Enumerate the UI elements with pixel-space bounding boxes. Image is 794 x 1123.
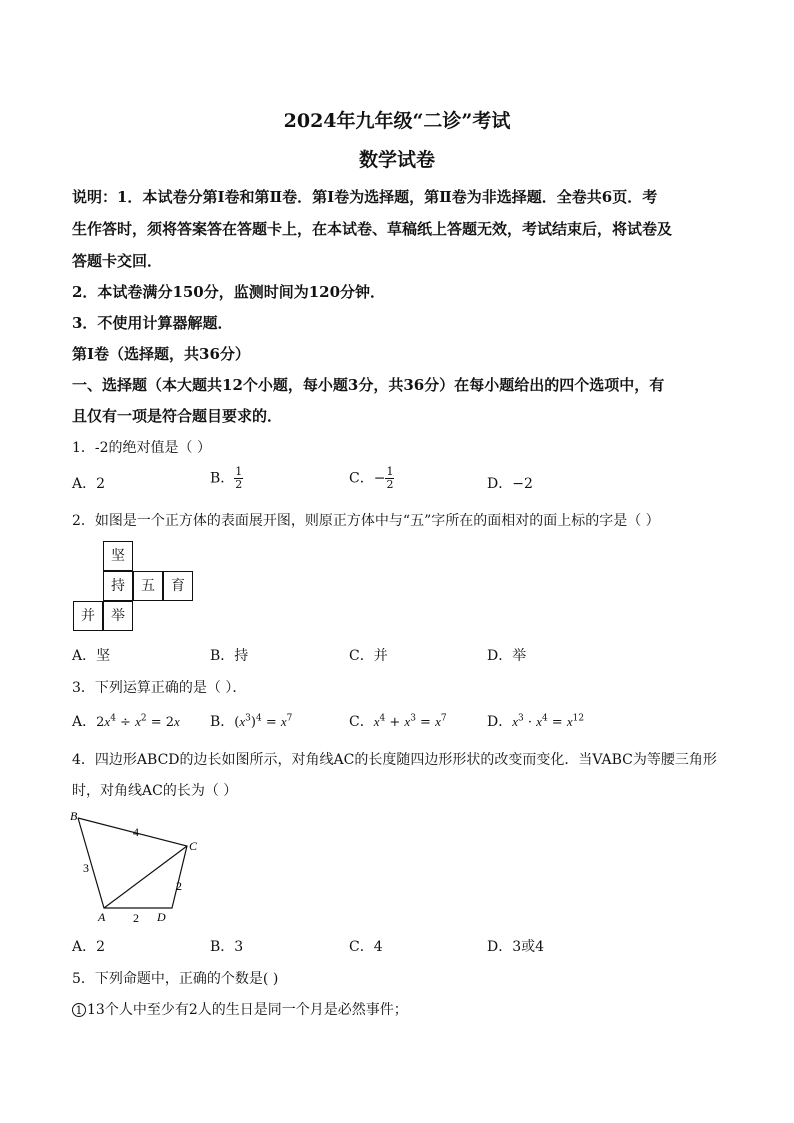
net-cell: 并 [73, 601, 103, 631]
instruction-line: 3．不使用计算器解题． [72, 314, 233, 332]
vertex-c-label: C [189, 839, 198, 853]
option-label: B． [210, 470, 235, 487]
exam-subtitle: 数学试卷 [358, 149, 435, 171]
section-heading: 且仅有一项是符合题目要求的． [72, 407, 283, 425]
instruction-line: 答题卡交回． [72, 252, 163, 270]
instruction-line: 说明：1．本试卷分第Ⅰ卷和第Ⅱ卷．第Ⅰ卷为选择题，第Ⅱ卷为非选择题．全卷共6页．考 [72, 188, 658, 206]
question-5-stem: 5．下列命题中，正确的个数是( ) [72, 971, 279, 987]
net-cell: 举 [103, 601, 133, 631]
question-4-stem: 时，对角线AC的长为（ ） [72, 783, 238, 799]
net-cell: 持 [103, 571, 133, 601]
q5-item-1: 1 13个人中至少有2人的生日是同一个月是必然事件； [72, 999, 408, 1019]
circled-number: 1 [72, 1003, 86, 1017]
net-cell: 育 [163, 571, 193, 601]
question-1-stem: 1．-2的绝对值是（ ） [72, 440, 211, 456]
q2-option-c: C．并 [349, 648, 388, 664]
part-title: 第Ⅰ卷（选择题，共36分） [72, 345, 250, 363]
instruction-line: 2．本试卷满分150分，监测时间为120分钟． [72, 283, 386, 301]
q4-option-c: C．4 [349, 939, 383, 955]
exam-title: 2024年九年级“二诊”考试 [283, 110, 511, 132]
q4-option-d: D．3或4 [487, 939, 545, 955]
net-cell: 五 [133, 571, 163, 601]
q1-option-c [349, 466, 394, 491]
q3-option-a: A．$2x^4 \div x^2 = 2x$ [72, 713, 180, 730]
section-heading: 一、选择题（本大题共12个小题，每小题3分，共36分）在每小题给出的四个选项中，有 [72, 376, 665, 394]
q3-option-b: B．$(x^3)^4 = x^7$ [210, 713, 293, 730]
side-ad-label: 2 [133, 911, 139, 925]
q2-option-b: B．持 [210, 648, 249, 664]
q1-option-a: A．2 [72, 476, 106, 492]
side-bc-label: 4 [133, 825, 139, 839]
fraction: $\frac{1}{2}$ [235, 465, 243, 491]
net-cell: 坚 [103, 541, 133, 571]
q2-option-a: A．坚 [72, 648, 111, 664]
vertex-a-label: A [98, 910, 106, 924]
vertex-d-label: D [157, 910, 166, 924]
question-3-stem: 3．下列运算正确的是（ ）． [72, 680, 247, 696]
option-label: C．− [349, 470, 386, 487]
quadrilateral-figure [60, 806, 220, 926]
q3-option-c: C．$x^4 + x^3 = x^7$ [349, 713, 447, 730]
q2-option-d: D．举 [487, 648, 527, 664]
q3-option-d: D．$x^3 \cdot x^4 = x^{12}$ [487, 713, 585, 730]
side-cd-label: 2 [176, 879, 182, 893]
fraction: $\frac{1}{2}$ [386, 465, 394, 491]
question-2-stem: 2．如图是一个正方体的表面展开图，则原正方体中与“五”字所在的面相对的面上标的字是（ ） [72, 513, 660, 529]
q4-option-a: A．2 [72, 939, 106, 955]
instruction-line: 生作答时，须将答案答在答题卡上，在本试卷、草稿纸上答题无效，考试结束后，将试卷及 [72, 220, 673, 238]
vertex-b-label: B [70, 809, 78, 823]
question-4-stem: 4．四边形ABCD的边长如图所示，对角线AC的长度随四边形形状的改变而变化．当VABC为等腰三角形 [72, 752, 717, 768]
q1-option-d: D．−2 [487, 476, 533, 492]
q4-option-b: B．3 [210, 939, 244, 955]
side-ab-label: 3 [83, 861, 89, 875]
q1-option-b [210, 466, 243, 491]
